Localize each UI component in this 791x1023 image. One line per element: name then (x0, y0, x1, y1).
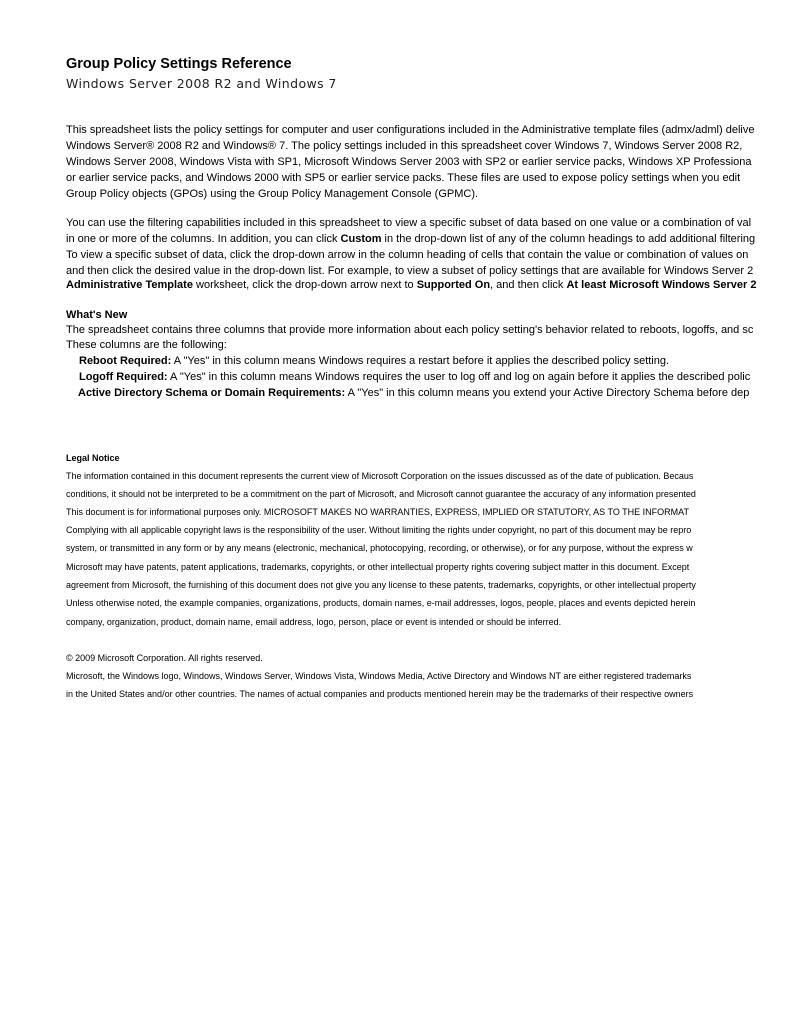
legal-line-8: Unless otherwise noted, the example companies, organizations, products, domain names, e-mail addresses, logos, people, places and events depicted herein (66, 598, 696, 608)
legal-line-2: conditions, it should not be interpreted to be a commitment on the part of Microsoft, and Microsoft cannot guarantee the accuracy of any information presented (66, 489, 696, 499)
filtering-line-2-post: in the drop-down list of any of the column headings to add additional filtering (381, 233, 756, 245)
page-subtitle: Windows Server 2008 R2 and Windows 7 (66, 76, 337, 91)
legal-line-9: company, organization, product, domain name, email address, logo, person, place or event is intended or should be inferred. (66, 617, 562, 627)
administrative-template-keyword: Administrative Template (66, 279, 193, 291)
ad-schema-item (78, 388, 749, 399)
trademark-line-1: Microsoft, the Windows logo, Windows, Windows Server, Windows Vista, Windows Media, Active Directory and Windows NT are either registered trademarks (66, 671, 692, 681)
reboot-required-label: Reboot Required: (79, 355, 172, 367)
intro-line-3: Windows Server 2008, Windows Vista with SP1, Microsoft Windows Server 2003 with SP2 or earlier service packs, Windows XP Professiona (66, 156, 752, 168)
filtering-line-2 (66, 234, 755, 245)
reboot-required-text: A "Yes" in this column means Windows requires a restart before it applies the described policy setting. (171, 355, 670, 367)
legal-line-6: Microsoft may have patents, patent applications, trademarks, copyrights, or other intellectual property rights covering subject matter in this document. Except (66, 562, 690, 572)
filtering-line-1: You can use the filtering capabilities included in this spreadsheet to view a specific subset of data based on one value or a combination of val (66, 217, 752, 229)
at-least-keyword: At least Microsoft Windows Server 2 (566, 279, 757, 291)
trademark-line-2: in the United States and/or other countries. The names of actual companies and products mentioned herein may be the trademarks of their respective owners (66, 689, 694, 699)
intro-line-1: This spreadsheet lists the policy settings for computer and user configurations included in the Administrative template files (admx/adml) delive (66, 124, 755, 136)
logoff-required-label: Logoff Required: (79, 371, 168, 383)
filtering-line-5-mid-1: worksheet, click the drop-down arrow next to (192, 279, 417, 291)
filtering-line-3: To view a specific subset of data, click the drop-down arrow in the column heading of cells that contain the value or combination of values on (66, 249, 749, 261)
filtering-line-5 (66, 280, 757, 291)
legal-notice-heading: Legal Notice (66, 453, 120, 463)
copyright-notice: © 2009 Microsoft Corporation. All rights reserved. (66, 653, 263, 663)
intro-line-5: Group Policy objects (GPOs) using the Group Policy Management Console (GPMC). (66, 188, 479, 200)
legal-line-7: agreement from Microsoft, the furnishing of this document does not give you any license to these patents, trademarks, copyrights, or other intellectual property (66, 580, 696, 590)
filtering-line-2-pre: in one or more of the columns. In addition, you can click (66, 233, 341, 245)
supported-on-keyword: Supported On (416, 279, 491, 291)
intro-line-4: or earlier service packs, and Windows 2000 with SP5 or earlier service packs. These files are used to expose policy settings when you edit (66, 172, 741, 184)
legal-line-5: system, or transmitted in any form or by any means (electronic, mechanical, photocopying, recording, or otherwise), or for any purpose, without the express w (66, 543, 693, 553)
reboot-required-item (79, 356, 669, 367)
logoff-required-text: A "Yes" in this column means Windows requires the user to log off and log on again before it applies the described polic (167, 371, 751, 383)
custom-keyword: Custom (340, 233, 382, 245)
filtering-line-5-mid-2: , and then click (490, 279, 567, 291)
whats-new-line-2: These columns are the following: (66, 339, 227, 351)
ad-schema-text: A "Yes" in this column means you extend your Active Directory Schema before dep (345, 387, 750, 399)
intro-line-2: Windows Server® 2008 R2 and Windows® 7. The policy settings included in this spreadsheet cover Windows 7, Windows Server 2008 R2, (66, 140, 743, 152)
legal-line-4: Complying with all applicable copyright laws is the responsibility of the user. Without limiting the rights under copyright, no part of this document may be repro (66, 525, 692, 535)
whats-new-heading: What's New (66, 309, 128, 321)
legal-line-1: The information contained in this document represents the current view of Microsoft Corporation on the issues discussed as of the date of publication. Becaus (66, 471, 694, 481)
legal-line-3: This document is for informational purposes only. MICROSOFT MAKES NO WARRANTIES, EXPRESS, IMPLIED OR STATUTORY, AS TO THE INFORMAT (66, 507, 689, 517)
page-title: Group Policy Settings Reference (66, 56, 292, 72)
filtering-line-4: and then click the desired value in the drop-down list. For example, to view a subset of policy settings that are available for Windows Server 2 (66, 265, 754, 277)
logoff-required-item (79, 372, 750, 383)
whats-new-line-1: The spreadsheet contains three columns that provide more information about each policy setting's behavior related to reboots, logoffs, and sc (66, 324, 754, 336)
ad-schema-label: Active Directory Schema or Domain Requirements: (78, 387, 346, 399)
